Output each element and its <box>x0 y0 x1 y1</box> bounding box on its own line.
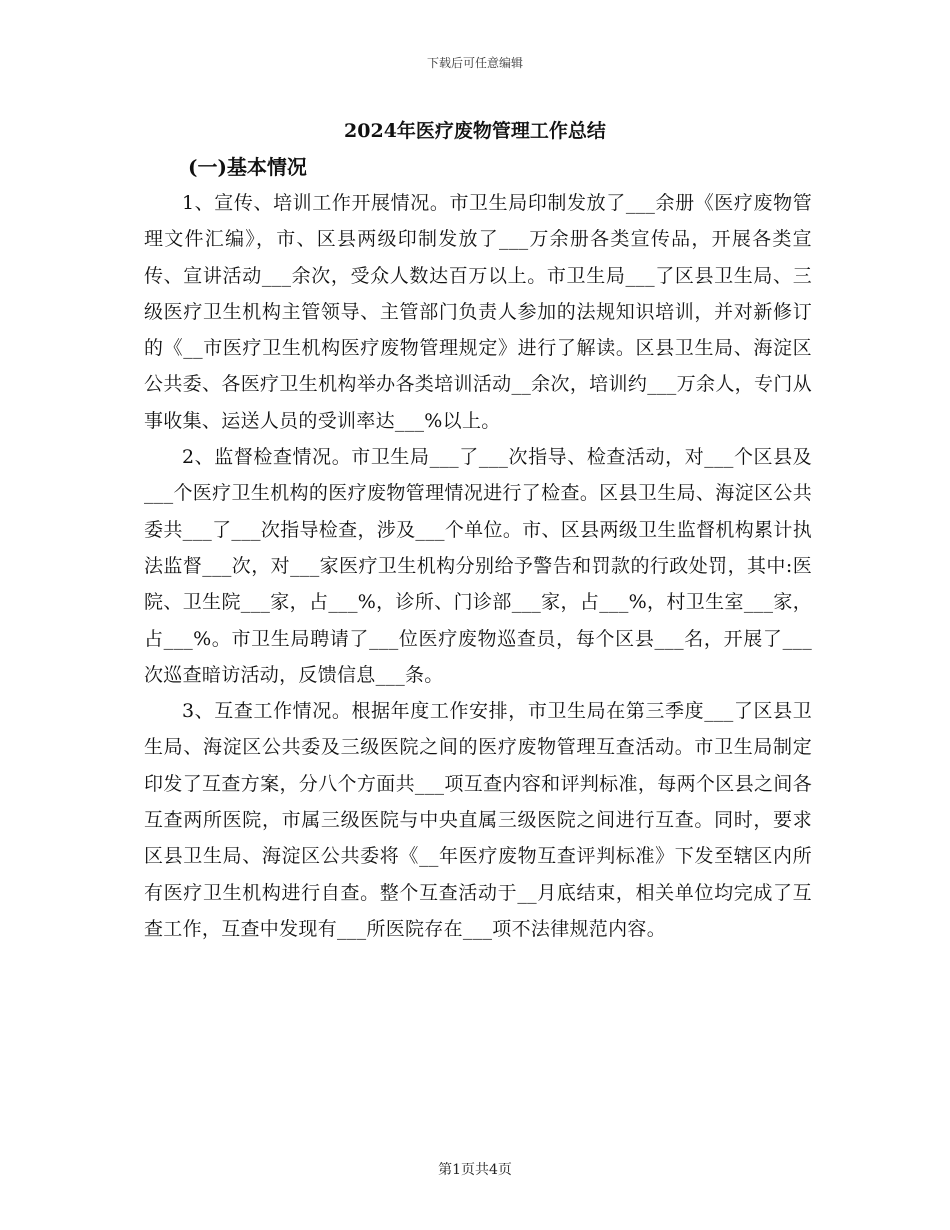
paragraph-mutual-inspection: 3、互查工作情况。根据年度工作安排，市卫生局在第三季度___了区县卫生局、海淀区公共委及三级医院之间的医疗废物管理互查活动。市卫生局制定印发了互查方案，分八个方面共___项互查内容和评判标准，每两个区县之间各互查两所医院，市属三级医院与中央直属三级医院之间进行互查。同时，要求区县卫生局、海淀区公共委将《__年医疗废物互查评判标准》下发至辖区内所有医疗卫生机构进行自查。整个互查活动于__月底结束，相关单位均完成了互查工作，互查中发现有___所医院存在___项不法律规范内容。 <box>144 700 812 940</box>
paragraph-supervision-inspection: 2、监督检查情况。市卫生局___了___次指导、检查活动，对___个区县及___个医疗卫生机构的医疗废物管理情况进行了检查。区县卫生局、海淀区公共委共___了___次指导检查，涉及___个单位。市、区县两级卫生监督机构累计执法监督___次，对___家医疗卫生机构分别给予警告和罚款的行政处罚，其中:医院、卫生院___家，占___%，诊所、门诊部___家，占___%，村卫生室___家，占___%。市卫生局聘请了___位医疗废物巡查员，每个区县___名，开展了___次巡查暗访活动，反馈信息___条。 <box>144 446 812 686</box>
section-heading: (一)基本情况 <box>188 155 307 179</box>
document-body <box>144 185 812 947</box>
header-note: 下载后可任意编辑 <box>426 56 523 70</box>
document-title: 2024年医疗废物管理工作总结 <box>344 120 606 142</box>
paragraph-publicity-training: 1、宣传、培训工作开展情况。市卫生局印制发放了___余册《医疗废物管理文件汇编》，市、区县两级印制发放了___万余册各类宣传品，开展各类宣传、宣讲活动___余次，受众人数达百万以上。市卫生局___了区县卫生局、三级医疗卫生机构主管领导、主管部门负责人参加的法规知识培训，并对新修订的《__市医疗卫生机构医疗废物管理规定》进行了解读。区县卫生局、海淀区公共委、各医疗卫生机构举办各类培训活动__余次，培训约___万余人，专门从事收集、运送人员的受训率达___%以上。 <box>144 192 812 432</box>
page-number: 第1页共4页 <box>438 1162 512 1178</box>
